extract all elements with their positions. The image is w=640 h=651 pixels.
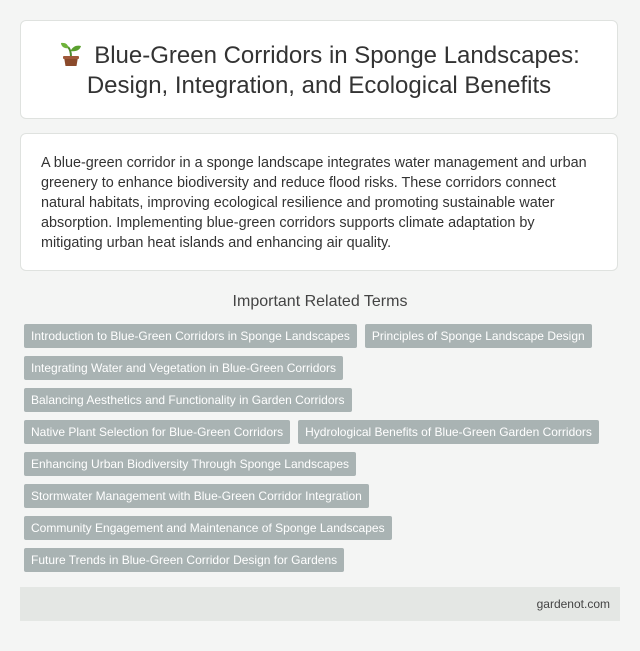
sprout-icon (58, 41, 84, 67)
footer-site-link[interactable]: gardenot.com (536, 597, 610, 611)
related-term-tag[interactable]: Enhancing Urban Biodiversity Through Sponge Landscapes (24, 452, 356, 476)
related-term-tag[interactable]: Native Plant Selection for Blue-Green Corridors (24, 420, 290, 444)
description-text: A blue-green corridor in a sponge landscape integrates water management and urban greenery to enhance biodiversity and reduce flood risks. These corridors connect natural habitats, improving ecological resilience and promoting sustainable water absorption. Implementing blue-green corridors supports climate adaptation by mitigating urban heat islands and enhancing air quality. (41, 155, 587, 251)
title-card (20, 20, 618, 119)
page-title-text: Blue-Green Corridors in Sponge Landscapes: Design, Integration, and Ecological Benefits (86, 42, 580, 99)
description-card (20, 133, 618, 271)
related-term-tag[interactable]: Introduction to Blue-Green Corridors in Sponge Landscapes (24, 324, 357, 348)
related-term-tag[interactable]: Future Trends in Blue-Green Corridor Design for Gardens (24, 548, 344, 572)
related-term-tag[interactable]: Community Engagement and Maintenance of Sponge Landscapes (24, 516, 392, 540)
footer (20, 587, 620, 621)
related-term-tag[interactable]: Principles of Sponge Landscape Design (365, 324, 592, 348)
page-title (41, 41, 597, 101)
related-terms-heading: Important Related Terms (232, 293, 408, 310)
related-term-tag[interactable]: Balancing Aesthetics and Functionality in Garden Corridors (24, 388, 352, 412)
related-term-tag[interactable]: Stormwater Management with Blue-Green Corridor Integration (24, 484, 369, 508)
related-term-tag[interactable]: Hydrological Benefits of Blue-Green Garden Corridors (298, 420, 599, 444)
related-terms-list (24, 324, 620, 572)
related-term-tag[interactable]: Integrating Water and Vegetation in Blue-Green Corridors (24, 356, 343, 380)
